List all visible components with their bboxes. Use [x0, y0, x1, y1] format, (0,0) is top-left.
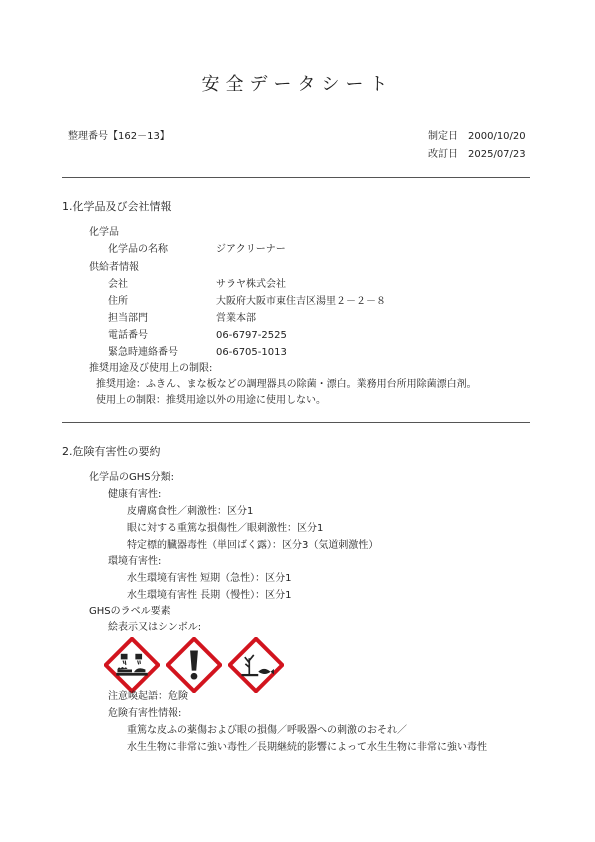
address-label: 住所 — [108, 296, 128, 307]
divider — [62, 177, 530, 178]
health-hazard-label: 健康有害性: — [108, 489, 162, 500]
revised-label: 改訂日 — [428, 149, 458, 160]
created-label: 制定日 — [428, 131, 458, 142]
reference-number: 整理番号【162－13】 — [68, 131, 170, 142]
corrosion-icon — [104, 637, 160, 693]
health-hazard-3: 特定標的臓器毒性（単回ばく露）：区分3（気道刺激性） — [127, 540, 379, 551]
use-text: 推奨用途：ふきん、まな板などの調理器具の除菌・漂白。業務用台所用除菌漂白剤。 — [96, 379, 477, 390]
pictogram-label: 絵表示又はシンボル: — [108, 622, 202, 633]
env-hazard-1: 水生環境有害性 短期（急性）：区分1 — [127, 573, 292, 584]
ghs-label-elements: GHSのラベル要素 — [89, 606, 171, 617]
company-label: 会社 — [108, 279, 128, 290]
health-hazard-2: 眼に対する重篤な損傷性／眼刺激性：区分1 — [127, 523, 324, 534]
hazard-statement-2: 水生生物に非常に強い毒性／長期継続的影響によって水生生物に非常に強い毒性 — [127, 742, 487, 753]
created-date: 2000/10/20 — [468, 131, 526, 142]
health-hazard-1: 皮膚腐食性／刺激性：区分1 — [127, 506, 254, 517]
signal-word: 注意喚起語：危険 — [108, 691, 188, 702]
dept-label: 担当部門 — [108, 313, 148, 324]
revised-date: 2025/07/23 — [468, 149, 526, 160]
section-1-heading: 1.化学品及び会社情報 — [62, 200, 172, 213]
chem-label: 化学品 — [89, 227, 119, 238]
emergency-label: 緊急時連絡番号 — [108, 347, 178, 358]
document-title: 安全データシート — [201, 74, 394, 95]
supplier-label: 供給者情報 — [89, 262, 139, 273]
address-value: 大阪府大阪市東住吉区湯里２－２－８ — [216, 296, 386, 307]
name-label: 化学品の名称 — [108, 244, 168, 255]
exclamation-icon — [166, 637, 222, 693]
hazard-statement-1: 重篤な皮ふの薬傷および眼の損傷／呼吸器への刺激のおそれ／ — [127, 725, 407, 736]
product-name: ジアクリーナー — [216, 244, 286, 255]
phone-label: 電話番号 — [108, 330, 148, 341]
emergency-value: 06-6705-1013 — [216, 347, 287, 358]
divider — [62, 422, 530, 423]
phone-value: 06-6797-2525 — [216, 330, 287, 341]
use-heading: 推奨用途及び使用上の制限: — [89, 363, 213, 374]
hazard-statement-label: 危険有害性情報: — [108, 708, 182, 719]
environment-icon — [228, 637, 284, 693]
env-hazard-2: 水生環境有害性 長期（慢性）：区分1 — [127, 590, 292, 601]
ghs-classification: 化学品のGHS分類: — [89, 472, 174, 483]
env-hazard-label: 環境有害性: — [108, 556, 162, 567]
company-value: サラヤ株式会社 — [216, 279, 286, 290]
dept-value: 営業本部 — [216, 313, 256, 324]
section-2-heading: 2.危険有害性の要約 — [62, 445, 161, 458]
restriction-text: 使用上の制限：推奨用途以外の用途に使用しない。 — [96, 395, 326, 406]
